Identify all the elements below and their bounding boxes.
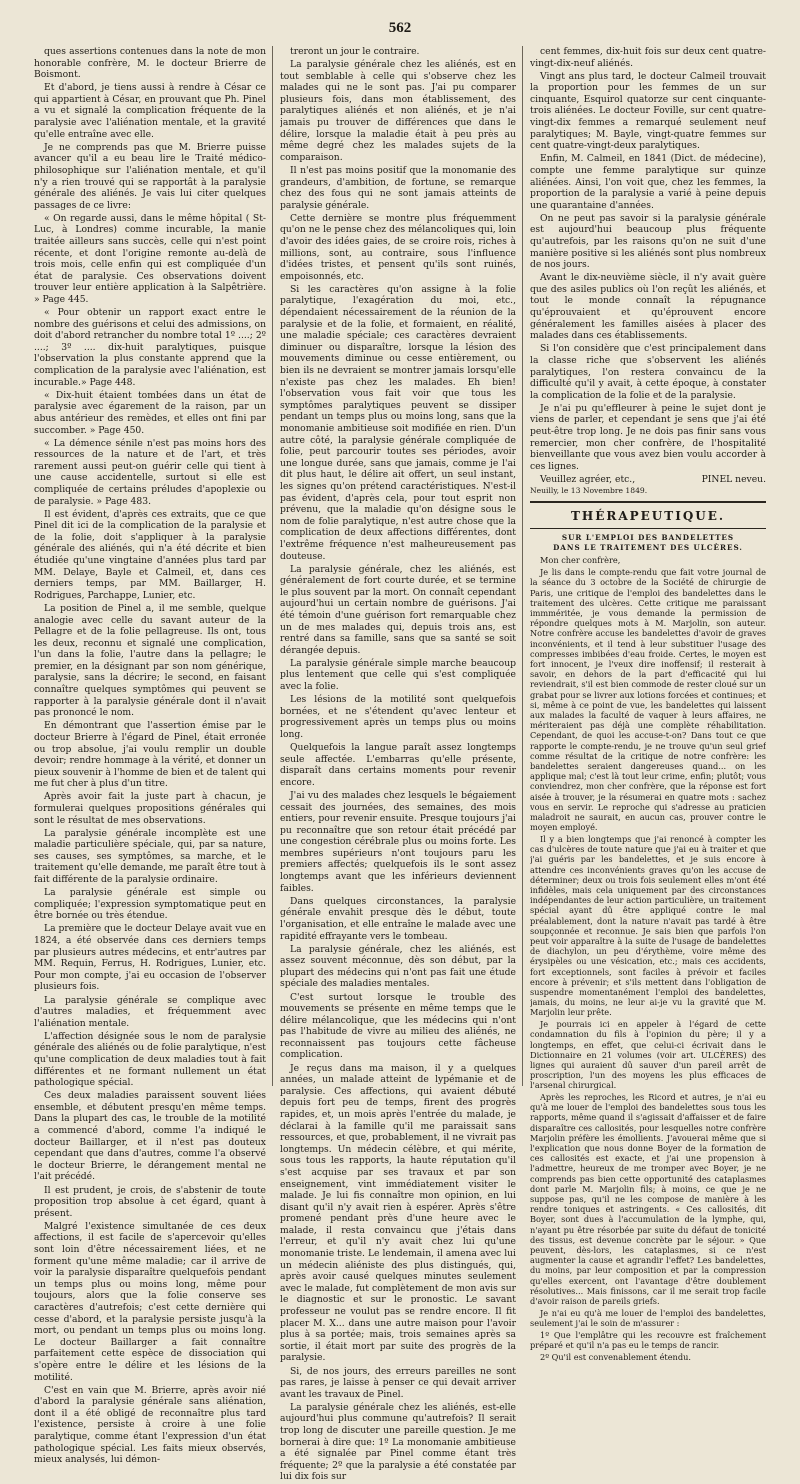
closing-line [530,474,766,486]
column-rule [272,46,273,1086]
paragraph: 1º Que l'emplâtre qui les recouvre est fraîchement préparé et qu'il n'a pas eu le temps de rancir. [530,1329,766,1350]
article-subtitle: SUR L'EMPLOI DES BANDELETTES DANS LE TRAITEMENT DES ULCÈRES. [553,532,743,552]
paragraph: ques assertions contenues dans la note de mon honorable confrère, M. le docteur Brierre de Boismont. [34,46,266,81]
paragraph: La paralysie générale simple marche beaucoup plus lentement que celle qui s'est compliquée avec la folie. [280,657,516,693]
paragraph: Avant le dix-neuvième siècle, il n'y avait guère que des asiles publics où l'on reçût les aliénés, et tout le monde connaît la répugnance qu'éprouvaient et qu'éprouvent encore généralement les familles aisées à placer des malades dans ces établissements. [530,272,766,342]
paragraph: La paralysie générale, chez les aliénés, est assez souvent méconnue, dès son début, par la plupart des médecins qui n'ont pas fait une étude spéciale des maladies mentales. [280,943,516,990]
paragraph: L'affection désignée sous le nom de paralysie générale des aliénés ou de folie paralytique, n'est qu'une complication de deux maladies tout à fait différentes et ne formant nullement un état pathologique spécial. [34,1030,266,1089]
paragraph: On ne peut pas savoir si la paralysie générale est aujourd'hui beaucoup plus fréquente qu'autrefois, par les raisons qu'on ne suit d'une manière positive si les aliénés sont plus nombreux de nos jours. [530,212,766,271]
paragraph: Enfin, M. Calmeil, en 1841 (Dict. de médecine), compte une femme paralytique sur quinze aliénées. Ainsi, l'on voit que, chez les femmes, la proportion de la paralysie a varié à peine depuis une quarantaine d'années. [530,153,766,211]
paragraph: Il n'est pas moins positif que la monomanie des grandeurs, d'ambition, de fortune, se remarque chez des fous qui ne sont jamais atteints de paralysie générale. [280,164,516,211]
paragraph: Je ne comprends pas que M. Brierre puisse avancer qu'il a eu beau lire le Traité médico-philosophique sur l'aliénation mentale, et qu'il n'y a rien trouvé qui se rapportât à la paralysie générale des aliénés. Je vais lui citer quelques passages de ce livre: [34,141,266,211]
paragraph: Après avoir fait la juste part à chacun, je formulerai quelques propositions générales qui sont le résultat de mes observations. [34,791,266,826]
paragraph: Si les caractères qu'on assigne à la folie paralytique, l'exagération du moi, etc., dépendaient nécessairement de la réunion de la paralysie et de la folie, et formaient, en réalité, une maladie spéciale; ces caractères devraient diminuer ou disparaître, lorsque la lésion des mouvements diminue ou cesse entièrement, ou bien ils ne devraient se montrer jamais lorsqu'elle n'existe pas chez les malades. Eh bien! l'observation vous fait voir que tous les symptômes paralytiques peuvent se dissiper pendant un temps plus ou moins long, sans que la monomanie ambitieuse soit modifiée en rien. D'un autre côté, la paralysie générale compliquée de folie, peut parcourir toutes ses périodes, avoir une longue durée, sans que jamais, comme je l'ai dit plus haut, le délire ait offert, un seul instant, les signes qu'on prétend caractéristiques. N'est-il pas évident, d'après cela, pour tout esprit non prévenu, que la maladie qu'on désigne sous le nom de folie paralytique, n'est autre chose que la complication de deux affections différentes, dont l'extrême fréquence n'est malheureusement pas douteuse. [280,283,516,562]
column-2 [280,46,516,1484]
section-rule [530,501,766,503]
paragraph: Je lis dans le compte-rendu que fait votre journal de la séance du 3 octobre de la Société de chirurgie de Paris, une critique de l'emploi des bandelettes dans le traitement des ulcères. Cette critique me paraissant immméritée, je vous demande la permission de répondre quelques mots à M. Marjolin, son auteur. Notre confrère accuse les bandelettes d'avoir de graves inconvénients, et il tend à leur substituer l'usage des compresses imbibées d'eau froide. Certes, le moyen est fort innocent, je l'veux dire inoffensif; il resterait à savoir, en dehors de la part d'efficacité qui lui reviendrait, s'il est bien commode de rester cloué sur un grabat pour se livrer aux lotions forcées et continues; et si, même à ce point de vue, les bandelettes qui laissent aux malades la faculté de vaquer à leurs affaires, ne mériteraient pas déjà une complète réhabilitation. Cependant, de quoi les accuse-t-on? Dans tout ce que rapporte le compte-rendu, je ne trouve qu'un seul grief comme résultat de la critique de notre confrère: les bandelettes seraient dangereuses quand... on les applique mal; c'est là tout leur crime, enfin; plutôt; vous conviendrez, mon cher confrère, que la réponse est fort aisée à trouver, je la résumerai en quatre mots : sachez vous en servir. Le reproche qui s'adresse au praticien maladroit ne saurait, en aucun cas, prouver contre le moyen employé. [530,567,766,833]
paragraph: La paralysie générale chez les aliénés, est-elle aujourd'hui plus commune qu'autrefois? Il serait trop long de discuter une pareille question. Je me bornerai à dire que: 1º La monomanie ambitieuse a été signalée par Pinel comme étant très fréquente; 2º que la paralysie a été constatée par lui dix fois sur [280,1401,516,1483]
paragraph: cent femmes, dix-huit fois sur deux cent quatre-vingt-dix-neuf aliénés. [530,46,766,69]
paragraph: Les lésions de la motilité sont quelquefois bornées, et ne s'étendent qu'avec lenteur et progressivement après un temps plus ou moins long. [280,694,516,740]
column-1 [34,46,266,1467]
salutation: Mon cher confrère, [540,554,621,565]
paragraph: treront un jour le contraire. [290,46,420,57]
page-number: 562 [388,20,412,36]
quotation: « On regarde aussi, dans le même hôpital ( St-Luc, à Londres) comme incurable, la manie traitée ailleurs sans succès, celle qui n'est point récente, et dont l'origine remonte au-delà de trois mois, celle enfin qui est compliquée d'un état de paralysie. Ces observations doivent trouver leur entière application à la Salpêtrière. » Page 445. [34,212,266,305]
signature: PINEL neveu. [701,474,766,486]
paragraph: La position de Pinel a, il me semble, quelque analogie avec celle du savant auteur de la Pellagre et de la folie pellagreuse. Ils ont, tous les deux, reconnu et signalé une complication, l'un dans la folie, l'autre dans la pellagre; le premier, en la désignant par son nom générique, paralysie, sans la décrire; le second, en faisant connaître quelques symptômes qui peuvent se rapporter à la paralysie générale dont il n'avait pas prononcé le nom. [34,602,266,719]
section-rule [530,528,766,529]
paragraph: J'ai vu des malades chez lesquels le bégaiement cessait des journées, des semaines, des mois entiers, pour revenir ensuite. Presque toujours j'ai pu reconnaître que son retour était précédé par une congestion cérébrale plus ou moins forte. Les membres supérieurs n'ont toujours paru les premiers affectés; quelquefois ils le sont assez longtemps avant que les inférieurs deviennent faibles. [280,789,516,894]
quotation: « Pour obtenir un rapport exact entre le nombre des guérisons et celui des admissions, on doit d'abord retrancher du nombre total 1º ....; 2º ....; 3º .... dix-huit paralytiques, puisque l'observation la plus constante apprend que la complication de la paralysie avec l'aliénation, est incurable.» Page 448. [34,307,266,388]
paragraph: C'est en vain que M. Brierre, après avoir nié d'abord la paralysie générale sans aliénation, dont il a été obligé de reconnaître plus tard l'existence, persiste à croire à une folie paralytique, comme étant l'expression d'un état pathologique spécial. Les faits mieux observés, mieux analysés, lui démon- [34,1384,266,1466]
column-rule [522,46,523,1086]
paragraph: En démontrant que l'assertion émise par le docteur Brierre à l'égard de Pinel, était erronée ou trop absolue, j'ai voulu remplir un double devoir; rendre hommage à la vérité, et donner un pieux souvenir à l'homme de bien et de talent qui me fut cher à plus d'un titre. [34,720,266,790]
paragraph: 2º Qu'il est convenablement étendu. [540,1351,691,1362]
paragraph: Dans quelques circonstances, la paralysie générale envahit presque dès le début, toute l'organisation, et elle entraîne le malade avec une rapidité effrayante vers le tombeau. [280,895,516,942]
paragraph: Si l'on considère que c'est principalement dans la classe riche que s'observent les aliénés paralytiques, l'on restera convaincu de la difficulté qu'il y avait, à cette époque, à constater la complication de la folie et de la paralysie. [530,343,766,401]
paragraph: Cette dernière se montre plus fréquemment qu'on ne le pense chez des mélancoliques qui, loin d'avoir des idées gaies, de se croire rois, riches à millions, sont, au contraire, sous l'influence d'idées tristes, et pensent qu'ils sont ruinés, empoisonnés, etc. [280,212,516,282]
paragraph: C'est surtout lorsque le trouble des mouvements se présente en même temps que le délire mélancolique, que les médecins qui n'ont pas l'habitude de vivre au milieu des aliénés, ne reconnaissent pas toujours cette fâcheuse complication. [280,991,516,1061]
paragraph: Il est évident, d'après ces extraits, que ce que Pinel dit ici de la complication de la paralysie et de la folie, doit s'appliquer à la paralysie générale des aliénés, qui n'a été décrite et bien étudiée qu'une vingtaine d'années plus tard par MM. Delaye, Bayle et Calmeil, et, dans ces derniers temps, par MM. Baillarger, H. Rodrigues, Parchappe, Lunier, etc. [34,508,266,601]
paragraph: Je n'ai pu qu'effleurer à peine le sujet dont je viens de parler, et cependant je sens que j'ai été peut-être trop long. Je ne dois pas finir sans vous remercier, mon cher confrère, de l'hospitalité bienveillante que vous avez bien voulu accorder à ces lignes. [530,402,766,472]
paragraph: Si, de nos jours, des erreurs pareilles ne sont pas rares, je laisse à penser ce qui devait arriver avant les travaux de Pinel. [280,1365,516,1400]
paragraph: La paralysie générale chez les aliénés, est en tout semblable à celle qui s'observe chez les malades qui ne le sont pas. J'ai pu comparer plusieurs fois, dans mon établissement, des paralytiques aliénés et non aliénés, et je n'ai jamais pu trouver de différences que dans le délire, lorsque la maladie était à peu près au même degré chez les malades sujets de la comparaison. [280,59,516,163]
paragraph: Et d'abord, je tiens aussi à rendre à César ce qui appartient à César, en prouvant que Ph. Pinel a vu et signalé la complication fréquente de la paralysie avec l'aliénation mentale, et la gravité qu'elle entraîne avec elle. [34,82,266,140]
paragraph: Vingt ans plus tard, le docteur Calmeil trouvait la proportion pour les femmes de un sur cinquante, Esquirol quatorze sur cent cinquante-trois aliénées. Le docteur Foville, sur cent quatre-vingt-dix femmes a remarqué seulement neuf paralytiques; M. Bayle, vingt-quatre femmes sur cent quatre-vingt-deux paralytiques. [530,70,766,152]
paragraph: La paralysie générale, chez les aliénés, est généralement de fort courte durée, et se termine le plus souvent par la mort. On connaît cependant aujourd'hui un certain nombre de guérisons. J'ai été témoin d'une guérison fort remarquable chez un de mes malades qui, depuis trois ans, est rentré dans sa famille, sans que sa santé se soit dérangée depuis. [280,563,516,656]
paragraph: Après les reproches, les Ricord et autres, je n'ai eu qu'à me louer de l'emploi des bandelettes sous tous les rapports, même quand il s'agissait d'affaisser et de faire disparaître ces callosités, pour lesquelles notre confrère Marjolin préfère les émollients. J'avouerai même que si l'explication que nous donne Boyer de la formation de ces callosités est exacte, et j'ai une propension à l'admettre, heureux de me tromper avec Boyer, je ne comprends pas bien cette opportunité des cataplasmes dont parle M. Marjolin fils; à moins, ce que je ne suppose pas, qu'il ne les compose de manière à les rendre toniques et astringents. « Ces callosités, dit Boyer, sont dues à l'accumulation de la lymphe, qui, n'ayant pu être résorbée par suite du défaut de tonicité des tissus, est devenue concrète par le séjour. » Que peuvent, dès-lors, les cataplasmes, si ce n'est augmenter la cause et agrandir l'effet? Les bandelettes, du moins, par leur composition et par la compression qu'elles exercent, ont l'avantage d'être doublement résolutives... Mais finissons, car il me serait trop facile d'avoir raison de pareils griefs. [530,1092,766,1307]
quotation: « Dix-huit étaient tombées dans un état de paralysie avec égarement de la raison, par un abus antérieur des remèdes, et elles ont fini par succomber. » Page 450. [34,389,266,436]
column-3 [530,46,766,1363]
paragraph: Il y a bien longtemps que j'ai renoncé à compter les cas d'ulcères de toute nature que j'ai eu à traiter et que j'ai guéris par les bandelettes, et je suis encore à attendre ces inconvénients graves qu'on les accuse de déterminer; deux ou trois fois seulement elles m'ont été infidèles, mais cela uniquement par des circonstances indépendantes de leur action particulière, un traitement spécial ayant dû être appliqué contre le mal préalablement, dont la nature n'avait pas tardé à être soupçonnée et reconnue. Je sais bien que parfois l'on peut voir apparaître à la suite de l'usage de bandelettes de diachylon, un peu d'érythème, voire même des érysipèles ou une vésication, etc.; mais ces accidents, fort exceptionnels, sont faciles à prévoir et faciles encore à prévenir; et s'ils mettent dans l'obligation de suspendre momentanément l'emploi des bandelettes, jamais, du moins, ne leur ai-je vu la gravité que M. Marjolin leur prête. [530,833,766,1018]
paragraph: Il est prudent, je crois, de s'abstenir de toute proposition trop absolue à cet égard, quant à présent. [34,1184,266,1219]
paragraph: Je reçus dans ma maison, il y a quelques années, un malade atteint de lypémanie et de paralysie. Ces affections, qui avaient débuté depuis fort peu de temps, firent des progrès rapides, et, un mois après l'entrée du malade, je déclarai à la famille qu'il me paraissait sans ressources, et que, probablement, il ne vivrait pas longtemps. Un médecin célèbre, et qui mérite, sous tous les rapports, la haute réputation qu'il s'est acquise par ses travaux et par son enseignement, vint immédiatement visiter le malade. Je lui fis connaître mon opinion, en lui disant qu'il n'y avait rien à espérer. Après s'être promené pendant près d'une heure avec le malade, il resta convaincu que j'étais dans l'erreur, et qu'il n'y avait chez lui qu'une monomanie triste. Le lendemain, il amena avec lui un médecin aliéniste des plus distingués, qui, après avoir causé quelques minutes seulement avec le malade, fut complètement de mon avis sur le diagnostic et sur le pronostic. Le savant professeur ne voulut pas se rendre encore. Il fit placer M. X... dans une autre maison pour l'avoir plus à sa portée; mais, trois semaines après sa sortie, il était mort par suite des progrès de la paralysie. [280,1062,516,1364]
paragraph: Je pourrais ici en appeler à l'égard de cette condamnation du fils à l'opinion du père; il y a longtemps, en effet, que celui-ci écrivait dans le Dictionnaire en 21 volumes (voir art. ULCÈRES) des lignes qui auraient dû sauver d'un pareil arrêt de proscription, l'un des moyens les plus efficaces de l'arsenal chirurgical. [530,1019,766,1091]
paragraph: La paralysie générale est simple ou compliquée; l'expression symptomatique peut en être bornée ou très étendue. [34,887,266,922]
section-title: THÉRAPEUTIQUE. [570,508,726,523]
paragraph: La première que le docteur Delaye avait vue en 1824, a été observée dans ces derniers temps par plusieurs autres médecins, et entr'autres par MM. Requin, Ferrus, H. Rodrigues, Lunier, etc. Pour mon compte, j'ai eu occasion de l'observer plusieurs fois. [34,923,266,993]
quotation: « La démence sénile n'est pas moins hors des ressources de la nature et de l'art, et très rarement aussi peut-on guérir celle qui tient à une cause accidentelle, surtout si elle est compliquée de certains préludes d'apoplexie ou de paralysie. » Page 483. [34,437,266,507]
paragraph: La paralysie générale se complique avec d'autres maladies, et fréquemment avec l'aliénation mentale. [34,994,266,1029]
paragraph: Quelquefois la langue paraît assez longtemps seule affectée. L'embarras qu'elle présente, disparaît dans certains moments pour revenir encore. [280,742,516,788]
dateline: Neuilly, le 13 Novembre 1849. [530,485,648,495]
paragraph: La paralysie générale incomplète est une maladie particulière spéciale, qui, par sa nature, ses causes, ses symptômes, sa marche, et le traitement qu'elle demande, me paraît être tout à fait différente de la paralysie ordinaire. [34,827,266,886]
paragraph: Malgré l'existence simultanée de ces deux affections, il est facile de s'apercevoir qu'elles sont loin d'être nécessairement liées, et ne forment qu'une même maladie; car il arrive de voir la paralysie disparaître quelquefois pendant un temps plus ou moins long, même pour toujours, alors que la folie conserve ses caractères d'autrefois; c'est cette dernière qui cesse d'abord, et la paralysie persiste jusqu'à la mort, ou pendant un temps plus ou moins long. Le docteur Baillarger a fait connaître parfaitement cette espèce de dissociation qui s'opère entre le délire et les lésions de la motilité. [34,1220,266,1383]
paragraph: Je n'ai eu qu'à me louer de l'emploi des bandelettes, seulement j'ai le soin de m'assurer : [530,1307,766,1328]
closing-formula: Veuillez agréer, etc., [540,474,636,486]
paragraph: Ces deux maladies paraissent souvent liées ensemble, et débutent presqu'en même temps. Dans la plupart des cas, le trouble de la motilité a commencé d'abord, comme l'a indiqué le docteur Baillarger, et il n'est pas douteux cependant que dans d'autres, comme l'a observé le docteur Brierre, le dérangement mental ne l'ait précédé. [34,1090,266,1183]
